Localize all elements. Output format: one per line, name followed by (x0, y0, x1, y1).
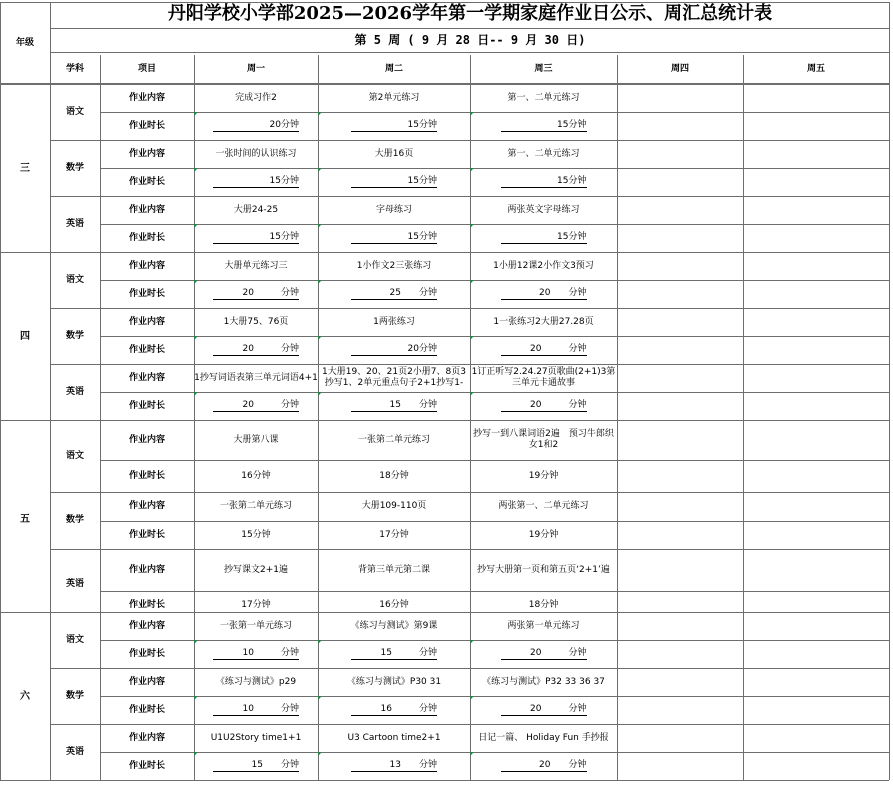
subject-label[interactable]: 英语 (65, 578, 84, 589)
homework-content-cell[interactable] (743, 724, 889, 752)
item-label-content[interactable]: 作业内容 (128, 732, 165, 743)
homework-content-cell[interactable]: 1订正听写2.24.27页歌曲(2+1)3第三单元卡通故事 (471, 367, 616, 388)
duration-value: 20 分钟 (213, 288, 299, 300)
homework-duration-cell[interactable] (194, 336, 318, 364)
cell-marker (470, 224, 474, 228)
homework-duration-cell[interactable] (194, 521, 318, 549)
homework-content-cell[interactable]: 1一张练习2大册27.28页 (493, 316, 594, 327)
homework-duration-cell[interactable] (318, 752, 470, 780)
homework-duration-cell[interactable] (194, 752, 318, 780)
homework-content-cell[interactable]: 字母练习 (375, 204, 412, 215)
item-label-content[interactable]: 作业内容 (128, 620, 165, 631)
homework-duration-cell[interactable] (743, 392, 889, 420)
frame-right (889, 2, 890, 780)
item-label-duration[interactable]: 作业时长 (128, 120, 165, 131)
homework-duration-cell[interactable] (318, 224, 470, 252)
homework-content-cell[interactable]: 抄写大册第一页和第五页‘2+1’遍 (477, 564, 610, 575)
homework-duration-cell[interactable] (470, 224, 617, 252)
homework-content-cell[interactable]: 一张第二单元练习 (219, 501, 292, 511)
cell-marker (194, 640, 198, 644)
homework-content-cell[interactable] (617, 549, 743, 591)
homework-duration-cell[interactable] (617, 280, 743, 308)
homework-content-cell[interactable] (617, 196, 743, 224)
item-label-duration[interactable]: 作业时长 (128, 760, 165, 771)
homework-duration-cell[interactable] (470, 112, 617, 140)
duration-value: 20 分钟 (213, 400, 299, 412)
homework-content-cell[interactable] (743, 668, 889, 696)
homework-content-cell[interactable] (617, 724, 743, 752)
grade-label[interactable]: 三 (20, 162, 30, 174)
week-subtitle: 第 5 周 ( 9 月 28 日-- 9 月 30 日) (354, 33, 586, 47)
duration-value: 17分钟 (379, 529, 409, 540)
homework-content-cell[interactable] (617, 420, 743, 460)
homework-content-cell[interactable] (743, 196, 889, 224)
item-label-duration[interactable]: 作业时长 (128, 529, 165, 540)
homework-duration-cell[interactable] (470, 752, 617, 780)
homework-duration-cell[interactable] (617, 460, 743, 492)
homework-content-cell[interactable]: 大册第八课 (233, 434, 279, 445)
homework-content-cell[interactable] (617, 612, 743, 640)
homework-duration-cell[interactable] (470, 460, 617, 492)
cell-marker (470, 640, 474, 644)
subject-label[interactable]: 英语 (65, 218, 84, 229)
homework-content-cell[interactable] (743, 308, 889, 336)
item-label-content[interactable]: 作业内容 (128, 676, 165, 687)
cell-marker (194, 224, 198, 228)
duration-value: 15 分钟 (351, 648, 437, 660)
cell-marker (470, 168, 474, 172)
homework-duration-cell[interactable] (617, 752, 743, 780)
subtitle-bottom-line (50, 52, 889, 53)
subject-label[interactable]: 数学 (65, 330, 84, 341)
homework-content-cell[interactable]: 抄写一到八课词语2遍 预习牛郎织女1和2 (473, 429, 614, 450)
duration-value: 15分钟 (501, 176, 587, 188)
cell-marker (470, 280, 474, 284)
homework-duration-cell[interactable] (617, 392, 743, 420)
grade-header[interactable]: 年级 (15, 37, 34, 48)
duration-value: 25 分钟 (351, 288, 437, 300)
duration-value: 20 分钟 (213, 344, 299, 356)
homework-content-cell[interactable] (743, 549, 889, 591)
homework-duration-cell[interactable] (743, 640, 889, 668)
cell-marker (318, 752, 322, 756)
duration-value: 20分钟 (213, 120, 299, 132)
duration-value: 20分钟 (351, 344, 437, 356)
homework-content-cell[interactable] (743, 612, 889, 640)
item-label-duration[interactable]: 作业时长 (128, 232, 165, 243)
duration-value: 13 分钟 (351, 760, 437, 772)
homework-content-cell[interactable]: 一张第二单元练习 (357, 434, 430, 445)
cell-marker (318, 336, 322, 340)
homework-content-cell[interactable]: 完成习作2 (235, 92, 277, 103)
homework-content-cell[interactable] (743, 364, 889, 392)
homework-duration-cell[interactable] (743, 521, 889, 549)
homework-content-cell[interactable]: 第一、二单元练习 (507, 92, 580, 103)
homework-content-cell[interactable] (617, 140, 743, 168)
homework-duration-cell[interactable] (617, 112, 743, 140)
homework-duration-cell[interactable] (318, 521, 470, 549)
homework-content-cell[interactable]: 大册16页 (374, 148, 414, 159)
duration-value: 15分钟 (501, 232, 587, 244)
frame-top (0, 2, 889, 3)
homework-duration-cell[interactable] (194, 112, 318, 140)
duration-value: 17分钟 (241, 599, 271, 610)
duration-value: 15分钟 (351, 120, 437, 132)
homework-duration-cell[interactable] (318, 336, 470, 364)
homework-duration-cell[interactable] (318, 460, 470, 492)
item-label-duration[interactable]: 作业时长 (128, 344, 165, 355)
homework-duration-cell[interactable] (194, 168, 318, 196)
duration-value: 10 分钟 (213, 648, 299, 660)
homework-duration-cell[interactable] (617, 168, 743, 196)
cell-marker (318, 696, 322, 700)
homework-content-cell[interactable] (743, 492, 889, 521)
homework-duration-cell[interactable] (743, 752, 889, 780)
homework-content-cell[interactable]: 背第三单元第二课 (357, 564, 430, 575)
duration-value: 18分钟 (379, 470, 409, 481)
item-label-duration[interactable]: 作业时长 (128, 288, 165, 299)
homework-duration-cell[interactable] (743, 696, 889, 724)
cell-marker (194, 112, 198, 116)
homework-duration-cell[interactable] (318, 112, 470, 140)
homework-duration-cell[interactable] (743, 168, 889, 196)
day-header-1[interactable]: 周一 (246, 63, 265, 74)
item-label-content[interactable]: 作业内容 (128, 204, 165, 215)
homework-content-cell[interactable] (617, 308, 743, 336)
duration-value: 16 分钟 (351, 704, 437, 716)
day-header-4[interactable]: 周四 (670, 63, 689, 74)
cell-marker (318, 224, 322, 228)
homework-duration-cell[interactable] (617, 696, 743, 724)
homework-content-cell[interactable]: U1U2Story time1+1 (210, 732, 302, 743)
cell-marker (194, 696, 198, 700)
cell-marker (318, 112, 322, 116)
cell-marker (318, 280, 322, 284)
item-label-content[interactable]: 作业内容 (128, 434, 165, 445)
homework-content-cell[interactable]: 1抄写词语表第三单元词语4+1 (194, 372, 318, 383)
item-label-duration[interactable]: 作业时长 (128, 176, 165, 187)
grade-label[interactable]: 四 (20, 330, 30, 342)
duration-value: 18分钟 (528, 599, 559, 610)
duration-value: 15分钟 (351, 176, 437, 188)
homework-duration-cell[interactable] (194, 640, 318, 668)
homework-duration-cell[interactable] (470, 336, 617, 364)
duration-value: 15分钟 (501, 120, 587, 132)
homework-content-cell[interactable]: 大册24-25 (233, 204, 279, 215)
homework-content-cell[interactable] (617, 84, 743, 112)
homework-content-cell[interactable]: 两张第一、二单元练习 (498, 501, 589, 511)
homework-duration-cell[interactable] (470, 392, 617, 420)
homework-content-cell[interactable]: 两张第一单元练习 (507, 620, 580, 631)
homework-content-cell[interactable]: 大册单元练习三 (224, 260, 288, 271)
homework-content-cell[interactable] (743, 420, 889, 460)
duration-value: 20 分钟 (501, 344, 587, 356)
item-label-content[interactable]: 作业内容 (128, 372, 165, 383)
duration-value: 20 分钟 (501, 760, 587, 772)
homework-content-cell[interactable]: 1两张练习 (373, 316, 415, 327)
homework-content-cell[interactable] (743, 140, 889, 168)
homework-content-cell[interactable]: 《练习与测试》P32 33 36 37 (482, 676, 605, 687)
item-label-content[interactable]: 作业内容 (128, 148, 165, 159)
cell-marker (318, 168, 322, 172)
subject-label[interactable]: 英语 (65, 746, 84, 757)
cell-marker (470, 112, 474, 116)
homework-duration-cell[interactable] (194, 280, 318, 308)
duration-value: 19分钟 (528, 529, 559, 540)
homework-content-cell[interactable]: 一张时间的认识练习 (215, 148, 297, 159)
homework-content-cell[interactable] (617, 364, 743, 392)
homework-duration-cell[interactable] (617, 224, 743, 252)
homework-duration-cell[interactable] (743, 280, 889, 308)
duration-value: 15分钟 (241, 529, 271, 540)
subject-header[interactable]: 学科 (65, 63, 84, 74)
homework-content-cell[interactable]: 1大册19、20、21页2小册7、8页3抄写1、2单元重点句子2+1抄写1- (322, 367, 466, 388)
duration-value: 15 分钟 (351, 400, 437, 412)
item-label-duration[interactable]: 作业时长 (128, 400, 165, 411)
subject-label[interactable]: 英语 (65, 386, 84, 397)
homework-content-cell[interactable] (617, 668, 743, 696)
page-title: 丹阳学校小学部2025—2026学年第一学期家庭作业日公示、周汇总统计表 (167, 3, 773, 24)
day-header-3[interactable]: 周三 (534, 63, 553, 74)
homework-content-cell[interactable]: 第2单元练习 (368, 92, 420, 103)
day-header-5[interactable]: 周五 (806, 63, 825, 74)
item-label-content[interactable]: 作业内容 (128, 501, 165, 511)
homework-duration-cell[interactable] (470, 696, 617, 724)
homework-duration-cell[interactable] (318, 168, 470, 196)
subject-label[interactable]: 数学 (65, 690, 84, 701)
homework-duration-cell[interactable] (743, 460, 889, 492)
cell-marker (318, 640, 322, 644)
duration-value: 20 分钟 (501, 704, 587, 716)
homework-duration-cell[interactable] (318, 392, 470, 420)
cell-marker (470, 336, 474, 340)
homework-duration-cell[interactable] (318, 640, 470, 668)
homework-content-cell[interactable]: 1大册75、76页 (223, 316, 289, 327)
duration-value: 20 分钟 (501, 400, 587, 412)
homework-content-cell[interactable]: 《练习与测试》p29 (215, 676, 297, 687)
cell-marker (194, 280, 198, 284)
cell-marker (470, 392, 474, 396)
homework-content-cell[interactable]: U3 Cartoon time2+1 (347, 732, 441, 743)
homework-duration-cell[interactable] (194, 696, 318, 724)
frame-bottom (0, 780, 889, 781)
item-label-content[interactable]: 作业内容 (128, 260, 165, 271)
homework-duration-cell[interactable] (617, 640, 743, 668)
subject-label[interactable]: 语文 (65, 274, 84, 285)
homework-content-cell[interactable]: 《练习与测试》第9课 (350, 620, 438, 631)
homework-duration-cell[interactable] (743, 336, 889, 364)
homework-duration-cell[interactable] (617, 336, 743, 364)
homework-content-cell[interactable]: 第一、二单元练习 (507, 148, 580, 159)
cell-marker (470, 696, 474, 700)
homework-duration-cell[interactable] (470, 168, 617, 196)
duration-value: 15分钟 (351, 232, 437, 244)
cell-marker (194, 392, 198, 396)
cell-marker (194, 752, 198, 756)
item-label-duration[interactable]: 作业时长 (128, 648, 165, 659)
subject-label[interactable]: 语文 (65, 634, 84, 645)
homework-duration-cell[interactable] (743, 112, 889, 140)
subject-label[interactable]: 数学 (65, 515, 84, 525)
cell-marker (194, 336, 198, 340)
duration-value: 15分钟 (213, 176, 299, 188)
item-label-duration[interactable]: 作业时长 (128, 704, 165, 715)
grade-label[interactable]: 六 (20, 690, 30, 702)
duration-value: 16分钟 (379, 599, 409, 610)
duration-value: 20 分钟 (501, 288, 587, 300)
homework-content-cell[interactable]: 《练习与测试》P30 31 (346, 676, 442, 687)
homework-content-cell[interactable] (743, 84, 889, 112)
item-header[interactable]: 项目 (137, 63, 156, 74)
homework-duration-cell[interactable] (194, 460, 318, 492)
homework-content-cell[interactable]: 一张第一单元练习 (219, 620, 292, 631)
duration-value: 15 分钟 (213, 760, 299, 772)
subject-label[interactable]: 语文 (65, 106, 84, 117)
cell-marker (470, 752, 474, 756)
homework-content-cell[interactable]: 抄写课文2+1遍 (224, 564, 288, 575)
homework-content-cell[interactable] (617, 252, 743, 280)
homework-duration-cell[interactable] (470, 280, 617, 308)
homework-content-cell[interactable]: 1小册12课2小作文3预习 (493, 260, 594, 271)
homework-content-cell[interactable] (743, 252, 889, 280)
day-header-2[interactable]: 周二 (384, 63, 403, 74)
homework-duration-cell[interactable] (470, 640, 617, 668)
duration-value: 10 分钟 (213, 704, 299, 716)
duration-value: 16分钟 (241, 470, 271, 481)
subject-label[interactable]: 数学 (65, 162, 84, 173)
cell-marker (194, 168, 198, 172)
item-label-duration[interactable]: 作业时长 (128, 599, 165, 610)
grade-label[interactable]: 五 (20, 514, 30, 525)
title-bottom-line (50, 28, 889, 29)
homework-duration-cell[interactable] (194, 392, 318, 420)
homework-duration-cell[interactable] (743, 224, 889, 252)
homework-content-cell[interactable] (617, 492, 743, 521)
homework-content-cell[interactable]: 1小作文2三张练习 (356, 260, 432, 271)
homework-duration-cell[interactable] (194, 224, 318, 252)
homework-duration-cell[interactable] (318, 696, 470, 724)
cell-marker (318, 392, 322, 396)
item-label-duration[interactable]: 作业时长 (128, 470, 165, 481)
duration-value: 19分钟 (528, 470, 559, 481)
homework-content-cell[interactable]: 大册109-110页 (361, 501, 427, 511)
item-label-content[interactable]: 作业内容 (128, 316, 165, 327)
item-label-content[interactable]: 作业内容 (128, 564, 165, 575)
homework-content-cell[interactable]: 两张英文字母练习 (507, 204, 580, 215)
homework-duration-cell[interactable] (617, 521, 743, 549)
homework-duration-cell[interactable] (318, 280, 470, 308)
homework-duration-cell[interactable] (470, 521, 617, 549)
item-label-content[interactable]: 作业内容 (128, 92, 165, 103)
duration-value: 20 分钟 (501, 648, 587, 660)
homework-content-cell[interactable]: 日记一篇、 Holiday Fun 手抄报 (478, 732, 609, 743)
duration-value: 15分钟 (213, 232, 299, 244)
subject-label[interactable]: 语文 (65, 450, 84, 461)
